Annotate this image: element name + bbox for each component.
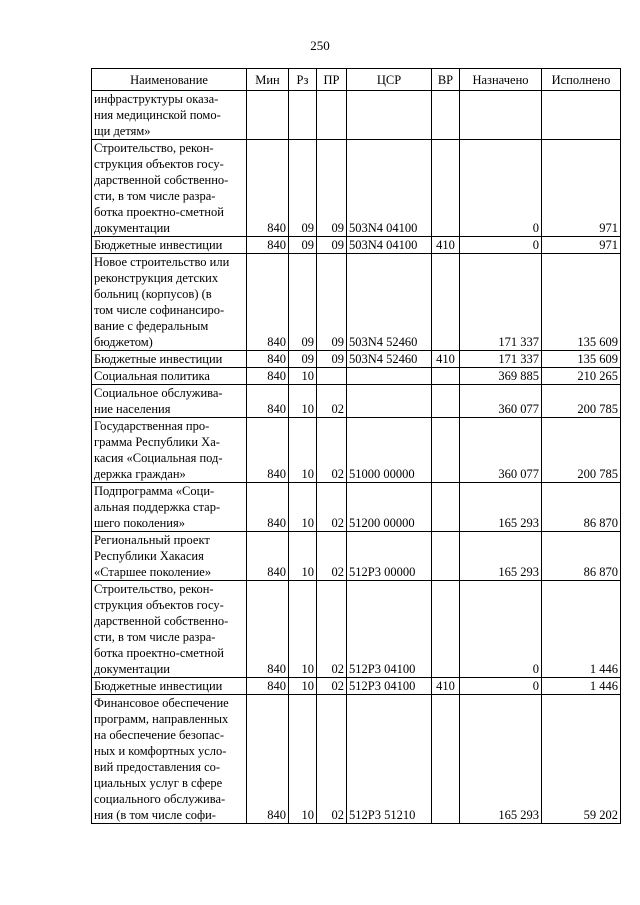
cell-assigned: 0 xyxy=(460,678,542,695)
cell-assigned: 171 337 xyxy=(460,254,542,351)
cell-vr xyxy=(432,368,460,385)
cell-vr: 410 xyxy=(432,237,460,254)
cell-csr: 503N4 52460 xyxy=(347,254,432,351)
cell-rz: 09 xyxy=(289,351,317,368)
cell-vr xyxy=(432,140,460,237)
cell-rz: 10 xyxy=(289,532,317,581)
cell-pr: 02 xyxy=(317,695,347,824)
cell-min: 840 xyxy=(247,418,289,483)
cell-vr xyxy=(432,91,460,140)
cell-csr xyxy=(347,368,432,385)
cell-executed: 200 785 xyxy=(542,418,621,483)
cell-executed xyxy=(542,91,621,140)
table-row xyxy=(92,368,621,385)
cell-executed: 1 446 xyxy=(542,678,621,695)
cell-name: Государственная про- грамма Республики Ха- касия «Социальная под- держка граждан» xyxy=(92,418,247,483)
cell-assigned: 360 077 xyxy=(460,385,542,418)
table-row xyxy=(92,351,621,368)
cell-rz: 10 xyxy=(289,695,317,824)
cell-name: Подпрограмма «Соци- альная поддержка стар- шего поколения» xyxy=(92,483,247,532)
cell-name: инфраструктуры оказа- ния медицинской помо- щи детям» xyxy=(92,91,247,140)
cell-min: 840 xyxy=(247,351,289,368)
cell-min: 840 xyxy=(247,368,289,385)
cell-csr: 512P3 04100 xyxy=(347,581,432,678)
cell-csr: 512P3 00000 xyxy=(347,532,432,581)
cell-assigned: 0 xyxy=(460,140,542,237)
cell-pr: 09 xyxy=(317,351,347,368)
cell-pr: 02 xyxy=(317,483,347,532)
cell-rz: 09 xyxy=(289,254,317,351)
cell-name: Строительство, рекон- струкция объектов госу- дарственной собственно- сти, в том числе разра- ботка проектно-сметной документации xyxy=(92,140,247,237)
cell-pr: 09 xyxy=(317,237,347,254)
cell-executed: 135 609 xyxy=(542,254,621,351)
cell-pr: 02 xyxy=(317,385,347,418)
cell-rz: 10 xyxy=(289,418,317,483)
cell-min: 840 xyxy=(247,678,289,695)
cell-pr: 02 xyxy=(317,581,347,678)
cell-min: 840 xyxy=(247,695,289,824)
cell-vr xyxy=(432,532,460,581)
table-row xyxy=(92,385,621,418)
cell-name: Бюджетные инвестиции xyxy=(92,678,247,695)
table-row xyxy=(92,581,621,678)
cell-assigned xyxy=(460,91,542,140)
cell-vr: 410 xyxy=(432,678,460,695)
header-csr: ЦСР xyxy=(347,69,432,91)
cell-min: 840 xyxy=(247,140,289,237)
cell-min: 840 xyxy=(247,237,289,254)
cell-vr xyxy=(432,385,460,418)
cell-pr xyxy=(317,368,347,385)
table-row xyxy=(92,140,621,237)
cell-name: Бюджетные инвестиции xyxy=(92,351,247,368)
cell-pr: 02 xyxy=(317,418,347,483)
cell-rz: 10 xyxy=(289,368,317,385)
cell-min: 840 xyxy=(247,581,289,678)
header-row xyxy=(92,69,621,91)
cell-rz: 10 xyxy=(289,483,317,532)
cell-rz: 10 xyxy=(289,385,317,418)
cell-csr: 512P3 04100 xyxy=(347,678,432,695)
cell-pr: 09 xyxy=(317,140,347,237)
table-row xyxy=(92,483,621,532)
cell-vr xyxy=(432,581,460,678)
table-row xyxy=(92,678,621,695)
cell-name: Новое строительство или реконструкция детских больниц (корпусов) (в том числе софинансиро- вание с федеральным бюджетом) xyxy=(92,254,247,351)
cell-vr xyxy=(432,254,460,351)
cell-csr: 503N4 04100 xyxy=(347,237,432,254)
table-row xyxy=(92,695,621,824)
table-row xyxy=(92,254,621,351)
cell-csr: 51000 00000 xyxy=(347,418,432,483)
cell-executed: 59 202 xyxy=(542,695,621,824)
cell-rz: 10 xyxy=(289,581,317,678)
table-row xyxy=(92,418,621,483)
cell-csr: 51200 00000 xyxy=(347,483,432,532)
cell-vr: 410 xyxy=(432,351,460,368)
cell-rz: 10 xyxy=(289,678,317,695)
cell-rz: 09 xyxy=(289,140,317,237)
cell-assigned: 0 xyxy=(460,581,542,678)
cell-assigned: 0 xyxy=(460,237,542,254)
cell-executed: 86 870 xyxy=(542,483,621,532)
cell-executed: 971 xyxy=(542,140,621,237)
cell-assigned: 171 337 xyxy=(460,351,542,368)
cell-name: Социальное обслужива- ние населения xyxy=(92,385,247,418)
table-row xyxy=(92,237,621,254)
cell-executed: 86 870 xyxy=(542,532,621,581)
header-assigned: Назначено xyxy=(460,69,542,91)
header-executed: Исполнено xyxy=(542,69,621,91)
cell-min: 840 xyxy=(247,532,289,581)
cell-pr: 02 xyxy=(317,678,347,695)
cell-name: Региональный проект Республики Хакасия «Старшее поколение» xyxy=(92,532,247,581)
cell-executed: 210 265 xyxy=(542,368,621,385)
cell-assigned: 369 885 xyxy=(460,368,542,385)
cell-pr xyxy=(317,91,347,140)
table-row xyxy=(92,91,621,140)
cell-vr xyxy=(432,483,460,532)
cell-name: Финансовое обеспечение программ, направленных на обеспечение безопас- ных и комфортных усло- вий предоставления со- циальных услуг в сфере социального обслужива- ния (в том числе софи- xyxy=(92,695,247,824)
cell-min: 840 xyxy=(247,254,289,351)
cell-csr: 512P3 51210 xyxy=(347,695,432,824)
cell-csr: 503N4 52460 xyxy=(347,351,432,368)
table-row xyxy=(92,532,621,581)
cell-executed: 135 609 xyxy=(542,351,621,368)
cell-pr: 02 xyxy=(317,532,347,581)
header-vr: ВР xyxy=(432,69,460,91)
header-min: Мин xyxy=(247,69,289,91)
cell-vr xyxy=(432,695,460,824)
cell-csr xyxy=(347,91,432,140)
cell-executed: 1 446 xyxy=(542,581,621,678)
page-number: 250 xyxy=(310,38,330,53)
cell-executed: 971 xyxy=(542,237,621,254)
cell-assigned: 360 077 xyxy=(460,418,542,483)
cell-rz: 09 xyxy=(289,237,317,254)
cell-name: Социальная политика xyxy=(92,368,247,385)
cell-min: 840 xyxy=(247,385,289,418)
cell-assigned: 165 293 xyxy=(460,532,542,581)
cell-min xyxy=(247,91,289,140)
cell-csr: 503N4 04100 xyxy=(347,140,432,237)
cell-assigned: 165 293 xyxy=(460,483,542,532)
header-rz: Рз xyxy=(289,69,317,91)
cell-pr: 09 xyxy=(317,254,347,351)
cell-name: Строительство, рекон- струкция объектов госу- дарственной собственно- сти, в том числе разра- ботка проектно-сметной документации xyxy=(92,581,247,678)
header-pr: ПР xyxy=(317,69,347,91)
cell-csr xyxy=(347,385,432,418)
header-name: Наименование xyxy=(92,69,247,91)
cell-name: Бюджетные инвестиции xyxy=(92,237,247,254)
cell-executed: 200 785 xyxy=(542,385,621,418)
cell-rz xyxy=(289,91,317,140)
cell-assigned: 165 293 xyxy=(460,695,542,824)
cell-min: 840 xyxy=(247,483,289,532)
budget-table xyxy=(91,68,621,824)
cell-vr xyxy=(432,418,460,483)
table-body xyxy=(92,91,621,824)
